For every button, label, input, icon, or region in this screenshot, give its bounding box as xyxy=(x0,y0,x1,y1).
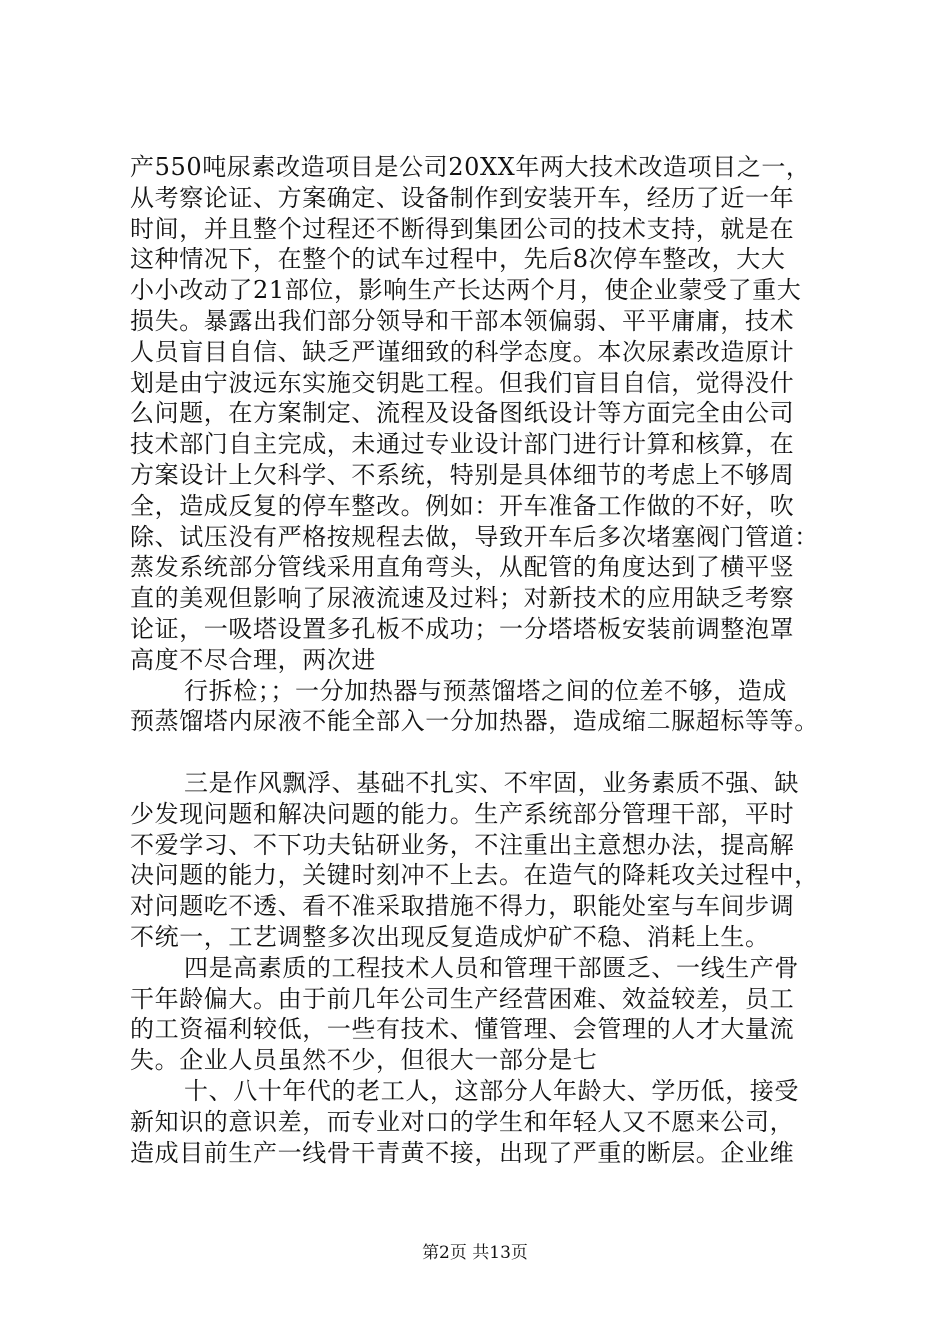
text-line: 么问题，在方案制定、流程及设备图纸设计等方面完全由公司 xyxy=(130,399,795,428)
text-line: 造成目前生产一线骨干青黄不接，出现了严重的断层。企业维 xyxy=(130,1138,795,1167)
text-line: 划是由宁波远东实施交钥匙工程。但我们盲目自信，觉得没什 xyxy=(130,368,795,397)
text-line: 不爱学习、不下功夫钻研业务，不注重出主意想办法，提高解 xyxy=(130,830,795,859)
text-line: 产550吨尿素改造项目是公司20XX年两大技术改造项目之一， xyxy=(130,153,811,181)
text-line: 失。企业人员虽然不少，但很大一部分是七 xyxy=(130,1046,598,1075)
text-line: 除、试压没有严格按规程去做，导致开车后多次堵塞阀门管道： xyxy=(130,522,819,551)
text-line: 损失。暴露出我们部分领导和干部本领偏弱、平平庸庸，技术 xyxy=(130,306,795,335)
text-line: 不统一，工艺调整多次出现反复造成炉矿不稳、消耗上生。 xyxy=(130,922,770,951)
text-line: 直的美观但影响了尿液流速及过料；对新技术的应用缺乏考察 xyxy=(130,584,795,613)
text-line: 小小改动了21部位，影响生产长达两个月，使企业蒙受了重大 xyxy=(130,276,802,305)
document-body xyxy=(130,152,842,1168)
text-line: 少发现问题和解决问题的能力。生产系统部分管理干部，平时 xyxy=(130,799,795,828)
text-line-indented: 四是高素质的工程技术人员和管理干部匮乏、一线生产骨 xyxy=(184,953,799,982)
text-line: 全，造成反复的停车整改。例如：开车准备工作做的不好，吹 xyxy=(130,491,795,520)
page-number-footer: 第2页 共13页 xyxy=(422,1243,528,1263)
text-line: 新知识的意识差，而专业对口的学生和年轻人又不愿来公司， xyxy=(130,1107,795,1136)
text-line: 蒸发系统部分管线采用直角弯头，从配管的角度达到了横平竖 xyxy=(130,553,795,582)
text-line: 对问题吃不透、看不准采取措施不得力，职能处室与车间步调 xyxy=(130,892,795,921)
text-line: 决问题的能力，关键时刻冲不上去。在造气的降耗攻关过程中， xyxy=(130,861,819,890)
text-line: 高度不尽合理，两次进 xyxy=(130,645,376,674)
text-line-indented: 十、八十年代的老工人，这部分人年龄大、学历低，接受 xyxy=(184,1076,799,1105)
text-line: 干年龄偏大。由于前几年公司生产经营困难、效益较差，员工 xyxy=(130,984,795,1013)
text-line: 预蒸馏塔内尿液不能全部入一分加热器，造成缩二脲超标等等。 xyxy=(130,707,819,736)
text-line-indented: 三是作风飘浮、基础不扎实、不牢固，业务素质不强、缺 xyxy=(184,768,799,797)
text-line: 从考察论证、方案确定、设备制作到安装开车，经历了近一年 xyxy=(130,183,795,212)
text-line: 时间，并且整个过程还不断得到集团公司的技术支持，就是在 xyxy=(130,214,795,243)
paragraph-gap xyxy=(130,737,842,768)
text-line: 人员盲目自信、缺乏严谨细致的科学态度。本次尿素改造原计 xyxy=(130,337,795,366)
text-line: 方案设计上欠科学、不系统，特别是具体细节的考虑上不够周 xyxy=(130,460,795,489)
text-line: 论证，一吸塔设置多孔板不成功；一分塔塔板安装前调整泡罩 xyxy=(130,614,795,643)
text-line: 的工资福利较低，一些有技术、懂管理、会管理的人才大量流 xyxy=(130,1015,795,1044)
text-line-indented: 行拆检；；一分加热器与预蒸馏塔之间的位差不够，造成 xyxy=(184,676,787,705)
text-line: 这种情况下，在整个的试车过程中，先后8次停车整改，大大 xyxy=(130,245,786,274)
text-line: 技术部门自主完成，未通过专业设计部门进行计算和核算，在 xyxy=(130,430,795,459)
